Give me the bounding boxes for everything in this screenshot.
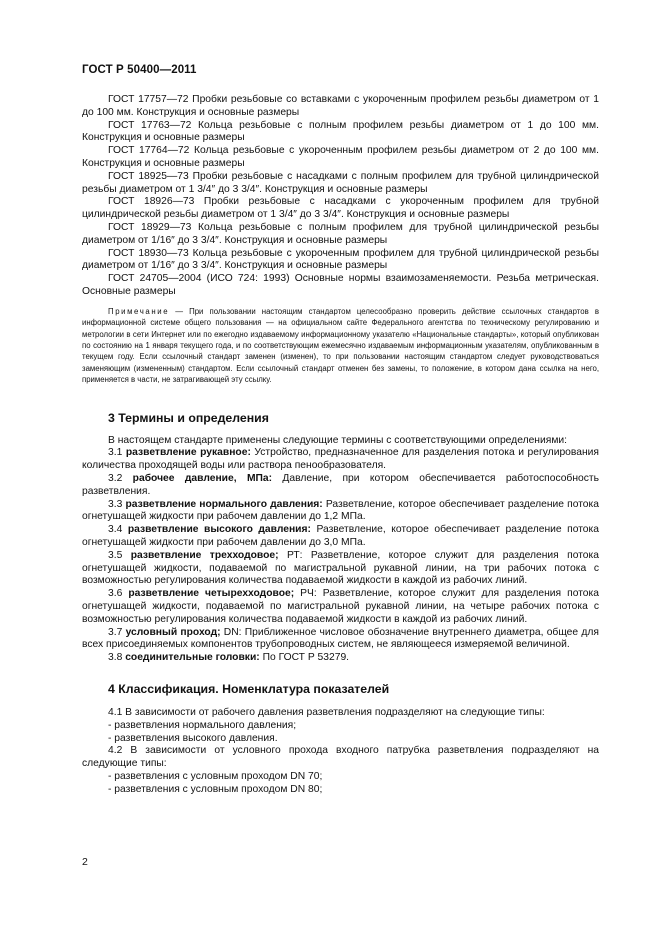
section-3-title: 3 Термины и определения (108, 410, 269, 425)
ref-gost-17763: ГОСТ 17763—72 Кольца резьбовые с полным профилем резьбы диаметром от 1 до 100 мм. Конструкция и основные размеры (82, 119, 599, 144)
note-block (82, 306, 599, 386)
ref-gost-18929: ГОСТ 18929—73 Кольца резьбовые с полным профилем для трубной цилиндрической резьбы диаметром от 1/16″ до 3 3/4″. Конструкция и основные размеры (82, 221, 599, 246)
clause-4-1: 4.1 В зависимости от рабочего давления разветвления подразделяют на следующие типы: (108, 706, 545, 718)
list-item: - разветвления с условным проходом DN 80; (108, 783, 323, 795)
term-name: разветвление четырехходовое; (128, 588, 295, 600)
term-name: разветвление нормального давления: (125, 498, 323, 510)
list-item: - разветвления нормального давления; (108, 719, 297, 731)
term-name: разветвление трехходовое; (130, 549, 279, 561)
document-header: ГОСТ Р 50400—2011 (82, 64, 197, 76)
section-3-intro: В настоящем стандарте применены следующие термины с соответствующими определениями: (108, 434, 568, 446)
term-3-1: 3.1 разветвление рукавное: Устройство, предназначенное для разделения потока и регулирования количества проходящей воды или раствора пенообразователя. (82, 447, 599, 472)
page-number: 2 (82, 856, 88, 868)
clause-4-2: 4.2 В зависимости от условного прохода входного патрубка разветвления подразделяют на следующие типы: (82, 745, 599, 770)
term-3-5: 3.5 разветвление трехходовое; РТ: Разветвление, которое служит для разделения потока огнетушащей жидкости, подаваемой по магистральной рукавной линии, на три рабочих потока с возможностью регулирования количества подаваемой жидкости в каждой из рабочих линий. (82, 549, 599, 587)
ref-gost-18930: ГОСТ 18930—73 Кольца резьбовые с укороченным профилем для трубной цилиндрической резьбы диаметром от 1/16″ до 3 3/4″. Конструкция и основные размеры (82, 247, 599, 272)
ref-gost-24705: ГОСТ 24705—2004 (ИСО 724: 1993) Основные нормы взаимозаменяемости. Резьба метрическая. Основные размеры (82, 273, 599, 297)
note-label: Примечание (108, 306, 170, 316)
page-content (82, 94, 599, 797)
term-name: рабочее давление, МПа: (132, 472, 273, 484)
term-3-3: 3.3 разветвление нормального давления: Разветвление, которое обеспечивает разделение потока огнетушащей жидкости при рабочем давлении до 1,2 МПа. (82, 498, 599, 523)
term-name: разветвление рукавное: (125, 447, 251, 459)
term-3-8: 3.8 соединительные головки: По ГОСТ Р 53279. (108, 652, 350, 664)
list-item: - разветвления высокого давления. (108, 732, 278, 744)
term-3-6: 3.6 разветвление четырехходовое; РЧ: Разветвление, которое служит для разделения потока огнетушащей жидкости, подаваемой по магистральной рукавной линии, на четыре рабочих потока с возможностью регулирования количества подаваемой жидкости в каждой из рабочих линий. (82, 588, 599, 625)
ref-gost-17757: ГОСТ 17757—72 Пробки резьбовые со вставками с укороченным профилем резьбы диаметром от 1 до 100 мм. Конструкция и основные размеры (82, 94, 599, 118)
term-3-7: 3.7 условный проход; DN: Приближенное числовое обозначение внутреннего диаметра, общее для всех присоединяемых компонентов трубопроводных систем, не являющееся измеряемой величиной. (82, 626, 599, 651)
list-item: - разветвления с условным проходом DN 70; (108, 770, 323, 782)
term-name: условный проход; (125, 626, 221, 638)
ref-gost-17764: ГОСТ 17764—72 Кольца резьбовые с укороченным профилем резьбы диаметром от 2 до 100 мм. Конструкция и основные размеры (82, 145, 599, 169)
term-3-4: 3.4 разветвление высокого давления: Разветвление, которое обеспечивает разделение потока огнетушащей жидкости при рабочем давлении до 3,0 МПа. (82, 524, 599, 548)
note-text: — При пользовании настоящим стандартом целесообразно проверить действие ссылочных стандартов в информационной системе общего пользования — на официальном сайте Федерального агентства по техническому регулированию и метрологии в сети Интернет или по ежегодно издаваемому информационному указателю «Национальные стандарты», который опубликован по состоянию на 1 января текущего года, и по соответствующим ежемесячно издаваемым информационным указателям, опубликованным в текущем году. Если ссылочный стандарт заменен (изменен), то при пользовании настоящим стандартом следует руководствоваться заменяющим (измененным) стандартом. Если ссылочный стандарт отменен без замены, то положение, в котором дана ссылка на него, применяется в части, не затрагивающей эту ссылку. (82, 306, 599, 385)
term-name: соединительные головки: (125, 652, 260, 664)
term-name: разветвление высокого давления: (127, 524, 311, 536)
section-4-title: 4 Классификация. Номенклатура показателей (108, 681, 390, 696)
ref-gost-18925: ГОСТ 18925—73 Пробки резьбовые с насадками с полным профилем для трубной цилиндрической резьбы диаметром от 1 3/4″ до 3 3/4″. Конструкция и основные размеры (82, 170, 599, 195)
term-3-2: 3.2 рабочее давление, МПа: Давление, при котором обеспечивается работоспособность разветвления. (82, 472, 599, 497)
ref-gost-18926: ГОСТ 18926—73 Пробки резьбовые с насадками с укороченным профилем для трубной цилиндрической резьбы диаметром от 1 3/4″ до 3 3/4″. Конструкция и основные размеры (82, 196, 599, 221)
